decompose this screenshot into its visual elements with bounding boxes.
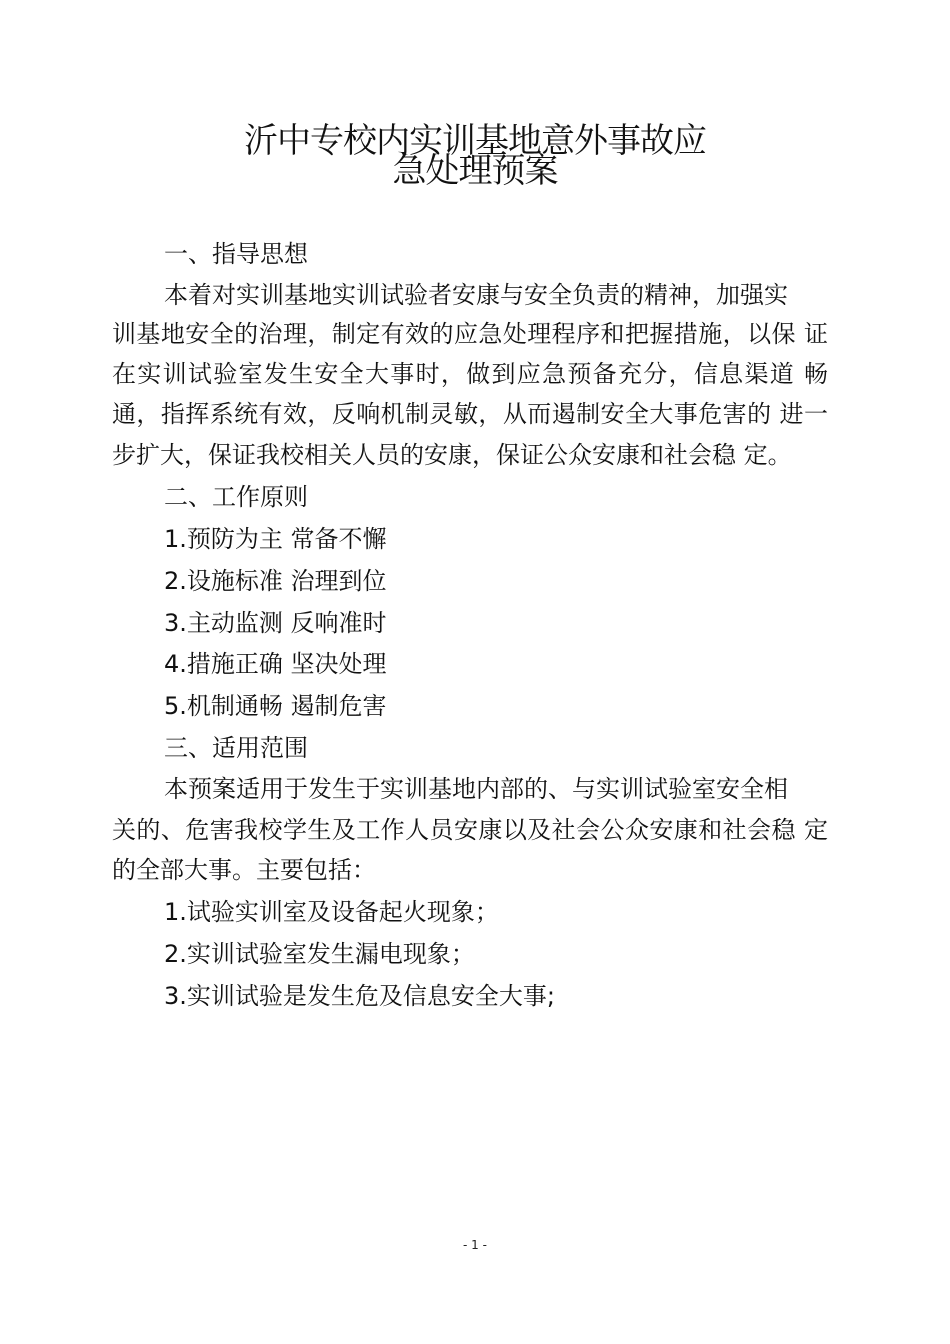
principle-item: 1.预防为主 常备不懈 <box>164 525 387 553</box>
section-2-heading: 二、工作原则 <box>164 483 308 511</box>
document-title-line-2: 急处理预案 <box>392 151 558 191</box>
principle-item: 2.设施标准 治理到位 <box>164 567 387 595</box>
scope-item: 2.实训试验室发生漏电现象； <box>164 940 475 968</box>
section-1-heading: 一、指导思想 <box>164 240 308 268</box>
principle-item: 4.措施正确 坚决处理 <box>164 650 387 678</box>
scope-item: 1.试验实训室及设备起火现象； <box>164 898 499 926</box>
section-3-para-line: 本预案适用于发生于实训基地内部的、与实训试验室安全相 <box>164 775 788 803</box>
principle-item: 3.主动监测 反响准时 <box>164 609 387 637</box>
document-title-line-1: 沂中专校内实训基地意外事故应 <box>244 121 706 161</box>
section-1-para-line: 通，指挥系统有效，反响机制灵敏，从而遏制安全大事危害的 进一 <box>112 400 828 428</box>
section-1-para-line: 训基地安全的治理，制定有效的应急处理程序和把握措施，以保 证 <box>112 320 828 348</box>
principle-item: 5.机制通畅 遏制危害 <box>164 692 387 720</box>
section-1-para-line: 在实训试验室发生安全大事时，做到应急预备充分，信息渠道 畅 <box>112 360 828 388</box>
section-1-para-line: 本着对实训基地实训试验者安康与安全负责的精神，加强实 <box>164 281 788 309</box>
section-1-para-line: 步扩大，保证我校相关人员的安康，保证公众安康和社会稳 定。 <box>112 441 792 469</box>
section-3-heading: 三、适用范围 <box>164 734 308 762</box>
section-3-para-line: 的全部大事。主要包括： <box>112 856 376 884</box>
page-number: - 1 - <box>463 1238 487 1252</box>
scope-item: 3.实训试验是发生危及信息安全大事; <box>164 982 555 1010</box>
section-3-para-line: 关的、危害我校学生及工作人员安康以及社会公众安康和社会稳 定 <box>112 816 828 844</box>
